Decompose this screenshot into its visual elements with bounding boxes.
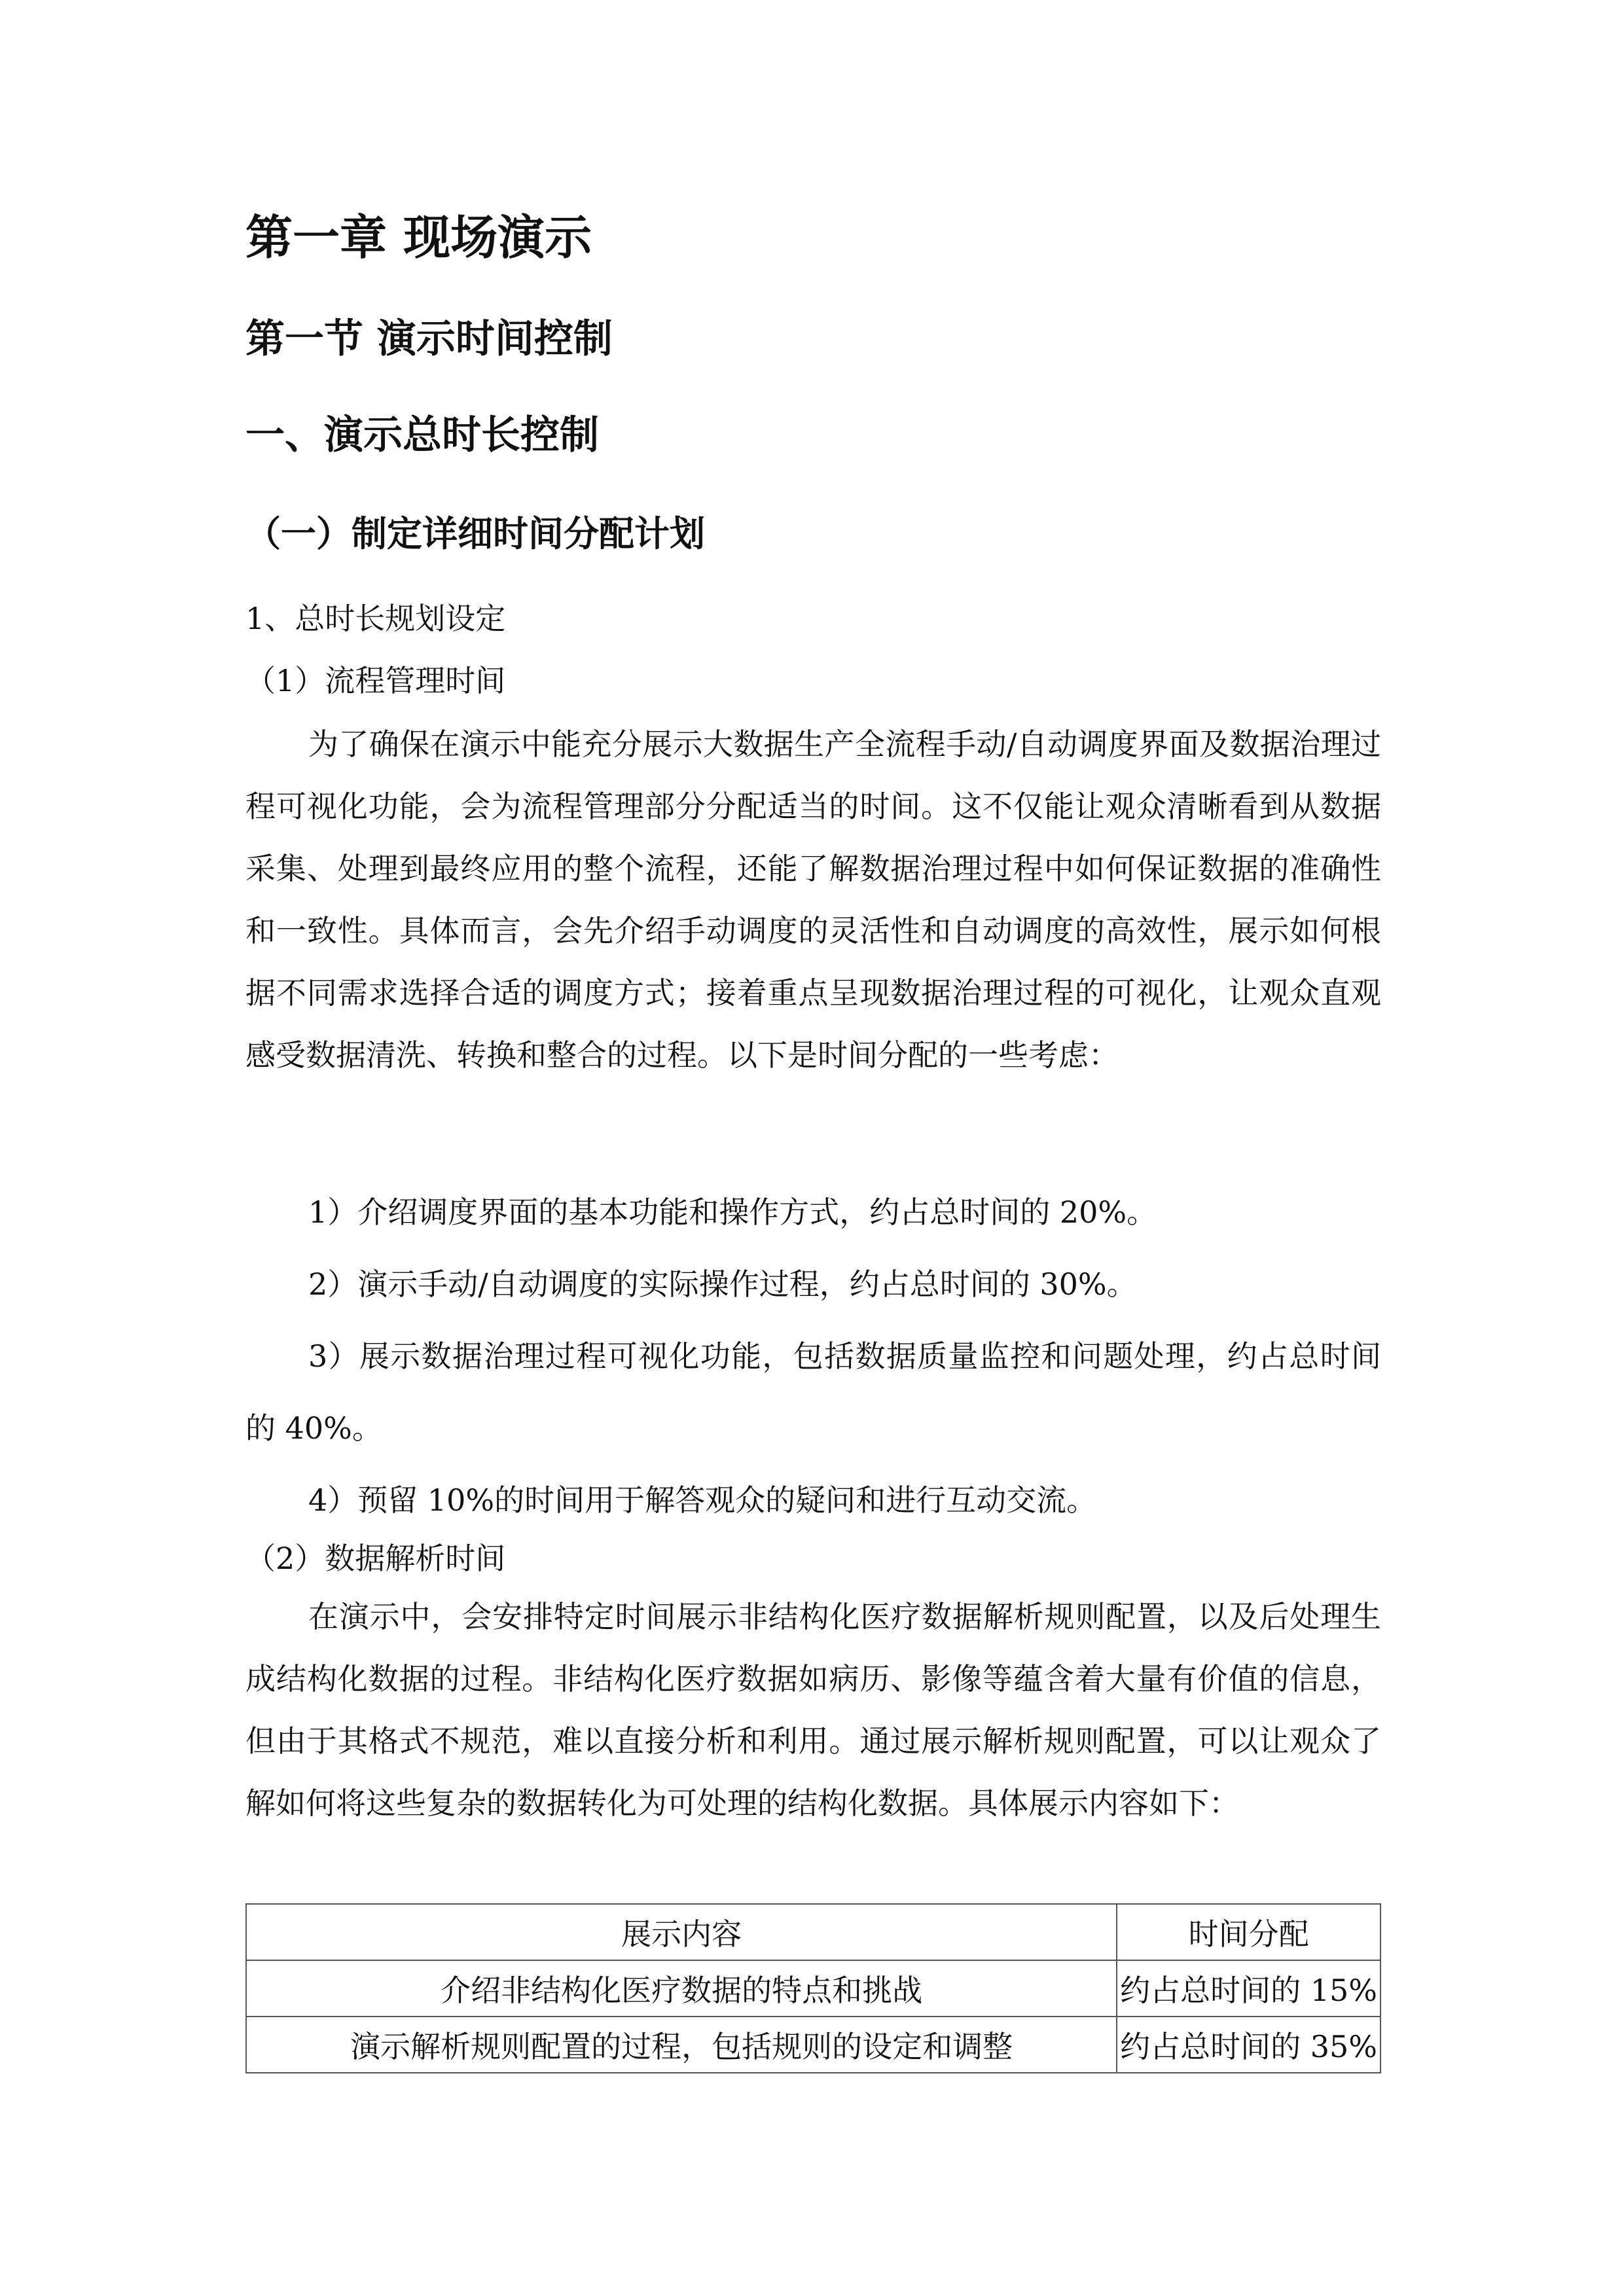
subsubsection-title: （一）制定详细时间分配计划 bbox=[245, 512, 705, 554]
part1-intro-paragraph: 为了确保在演示中能充分展示大数据生产全流程手动/自动调度界面及数据治理过程可视化功能，会为流程管理部分分配适当的时间。这不仅能让观众清晰看到从数据采集、处理到最终应用的整个流程，还能了解数据治理过程中如何保证数据的准确性和一致性。具体而言，会先介绍手动调度的灵活性和自动调度的高效性，展示如何根据不同需求选择合适的调度方式；接着重点呈现数据治理过程的可视化，让观众直观感受数据清洗、转换和整合的过程。以下是时间分配的一些考虑： bbox=[245, 726, 1381, 1073]
section-title: 第一节 演示时间控制 bbox=[245, 316, 613, 362]
item-title: 1、总时长规划设定 bbox=[245, 601, 506, 636]
part1-list-item: 3）展示数据治理过程可视化功能，包括数据质量监控和问题处理，约占总时间的 40%。 bbox=[245, 1338, 1381, 1446]
table-cell-content: 介绍非结构化医疗数据的特点和挑战 bbox=[246, 1960, 1117, 2017]
part2-intro-paragraph: 在演示中，会安排特定时间展示非结构化医疗数据解析规则配置，以及后处理生成结构化数据的过程。非结构化医疗数据如病历、影像等蕴含着大量有价值的信息，但由于其格式不规范，难以直接分析和利用。通过展示解析规则配置，可以让观众了解如何将这些复杂的数据转化为可处理的结构化数据。具体展示内容如下： bbox=[245, 1599, 1381, 1821]
table-row bbox=[246, 1960, 1380, 2017]
table-row bbox=[246, 2017, 1380, 2073]
part1-list-item: 2）演示手动/自动调度的实际操作过程，约占总时间的 30%。 bbox=[308, 1266, 1137, 1302]
table-cell-time: 约占总时间的 35% bbox=[1117, 2017, 1380, 2073]
table-header-time: 时间分配 bbox=[1117, 1904, 1380, 1960]
part1-list-item: 1）介绍调度界面的基本功能和操作方式，约占总时间的 20%。 bbox=[308, 1194, 1157, 1230]
table-cell-time: 约占总时间的 15% bbox=[1117, 1960, 1380, 2017]
part1-list-item: 4）预留 10%的时间用于解答观众的疑问和进行互动交流。 bbox=[308, 1482, 1097, 1518]
part1-heading: （1）流程管理时间 bbox=[245, 663, 506, 698]
subsection-title: 一、演示总时长控制 bbox=[245, 412, 599, 458]
part2-heading: （2）数据解析时间 bbox=[245, 1541, 506, 1576]
table-header-content: 展示内容 bbox=[246, 1904, 1117, 1960]
table-cell-content: 演示解析规则配置的过程，包括规则的设定和调整 bbox=[246, 2017, 1117, 2073]
time-allocation-table bbox=[245, 1903, 1381, 2073]
chapter-title: 第一章 现场演示 bbox=[245, 210, 592, 265]
table-header-row bbox=[246, 1904, 1380, 1960]
